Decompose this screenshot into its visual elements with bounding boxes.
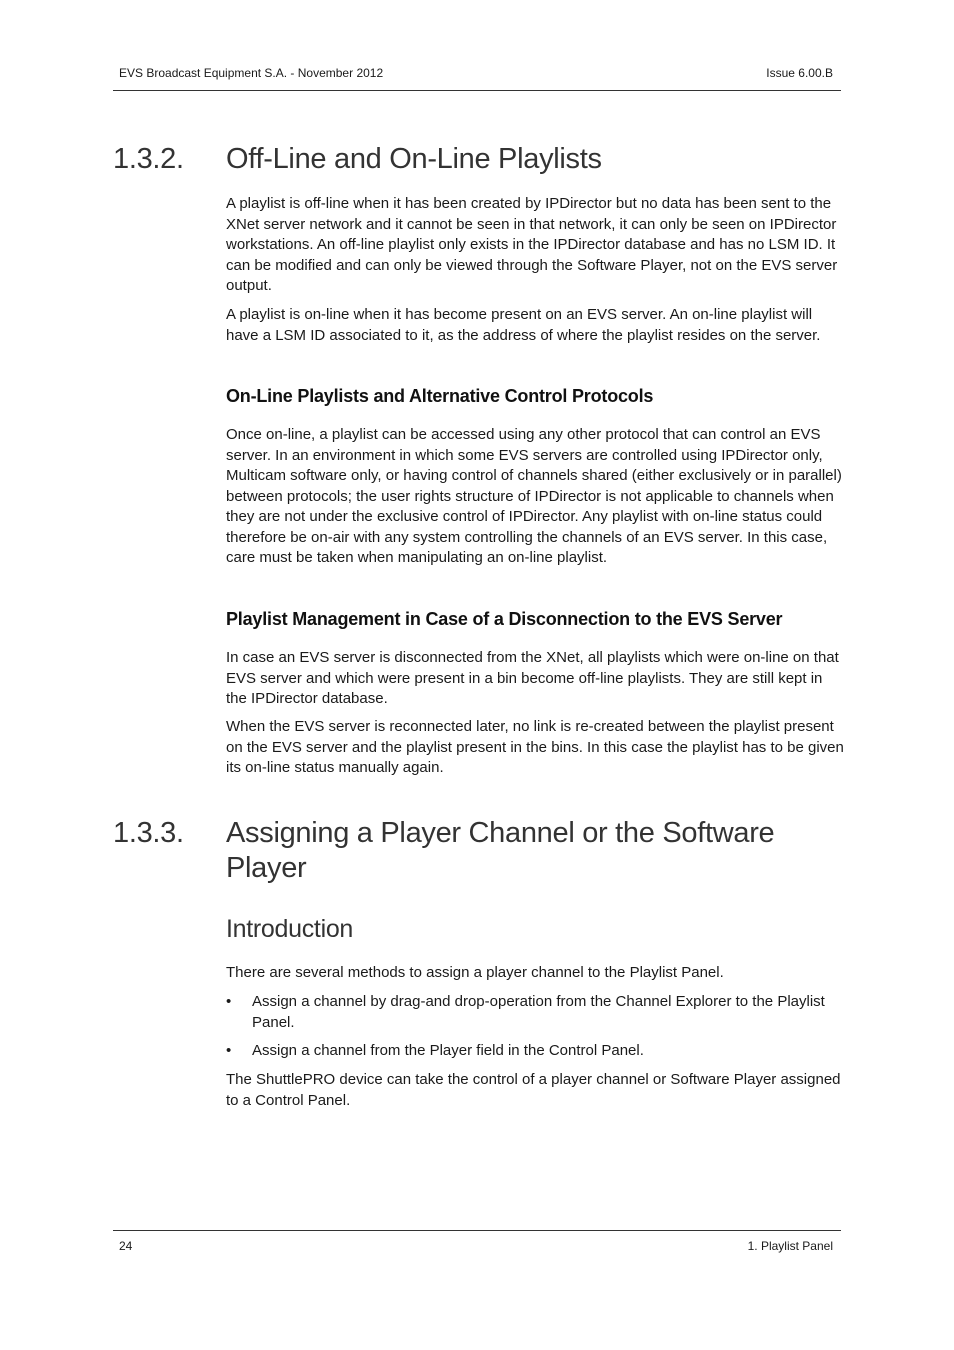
section-title: Assigning a Player Channel or the Software Player: [226, 817, 775, 884]
bullet: •: [226, 1042, 232, 1059]
page-header: [113, 66, 841, 91]
paragraph-shuttlepro: The ShuttlePRO device can take the control of a player channel or Software Player assigned to a Control Panel.: [226, 1071, 841, 1109]
header-publisher: EVS Broadcast Equipment S.A. - November 2012: [119, 66, 384, 80]
footer-chapter: 1. Playlist Panel: [747, 1239, 833, 1253]
paragraph-introduction: There are several methods to assign a player channel to the Playlist Panel.: [226, 964, 724, 981]
paragraph-offline-definition: A playlist is off-line when it has been created by IPDirector but no data has been sent to the XNet server network and it cannot be seen in that network, it can only be seen on IPDirector workstations. An off-line playlist only exists in the IPDirector database and has no LSM ID. It can be modified and can only be viewed through the Software Player, not on the EVS server output.: [226, 195, 838, 294]
paragraph-disconnection-1: In case an EVS server is disconnected from the XNet, all playlists which were on-line on that EVS server and which were present in a bin become off-line playlists. They are still kept in the IPDirector database.: [226, 649, 839, 707]
section-title: Off-Line and On-Line Playlists: [226, 143, 602, 175]
list-item-text: Assign a channel by drag-and drop-operation from the Channel Explorer to the Playlist Panel.: [252, 993, 825, 1031]
paragraph-alternative-protocols: Once on-line, a playlist can be accessed using any other protocol that can control an EVS server. In an environment in which some EVS servers are controlled using IPDirector only, Multicam software only, or having control of channels shared (either exclusively or in parallel) between protocols; the user rights structure of IPDirector is not applicable to channels when they are not under the exclusive control of IPDirector. Any playlist with on-line status could therefore be on-air with any system controlling the channels of an EVS server. In this case, care must be taken when manipulating an on-line playlist.: [226, 426, 842, 566]
bullet: •: [226, 993, 232, 1010]
list-item-text: Assign a channel from the Player field in the Control Panel.: [252, 1042, 644, 1059]
subheading-alternative-protocols: On-Line Playlists and Alternative Control Protocols: [226, 386, 654, 406]
paragraph-online-definition: A playlist is on-line when it has become present on an EVS server. An on-line playlist will have a LSM ID associated to it, as the address of where the playlist resides on the server.: [226, 306, 821, 344]
paragraph-disconnection-2: When the EVS server is reconnected later, no link is re-created between the playlist present on the EVS server and the playlist present in the bins. In this case the playlist has to be given its on-line status manually again.: [226, 718, 844, 776]
page-number: 24: [119, 1239, 133, 1253]
subheading-disconnection: Playlist Management in Case of a Disconnection to the EVS Server: [226, 609, 783, 629]
introduction-heading: Introduction: [226, 915, 354, 943]
section-number: 1.3.3.: [113, 817, 184, 849]
header-issue: Issue 6.00.B: [766, 66, 833, 80]
page-footer: [113, 1230, 841, 1253]
section-number: 1.3.2.: [113, 143, 184, 175]
